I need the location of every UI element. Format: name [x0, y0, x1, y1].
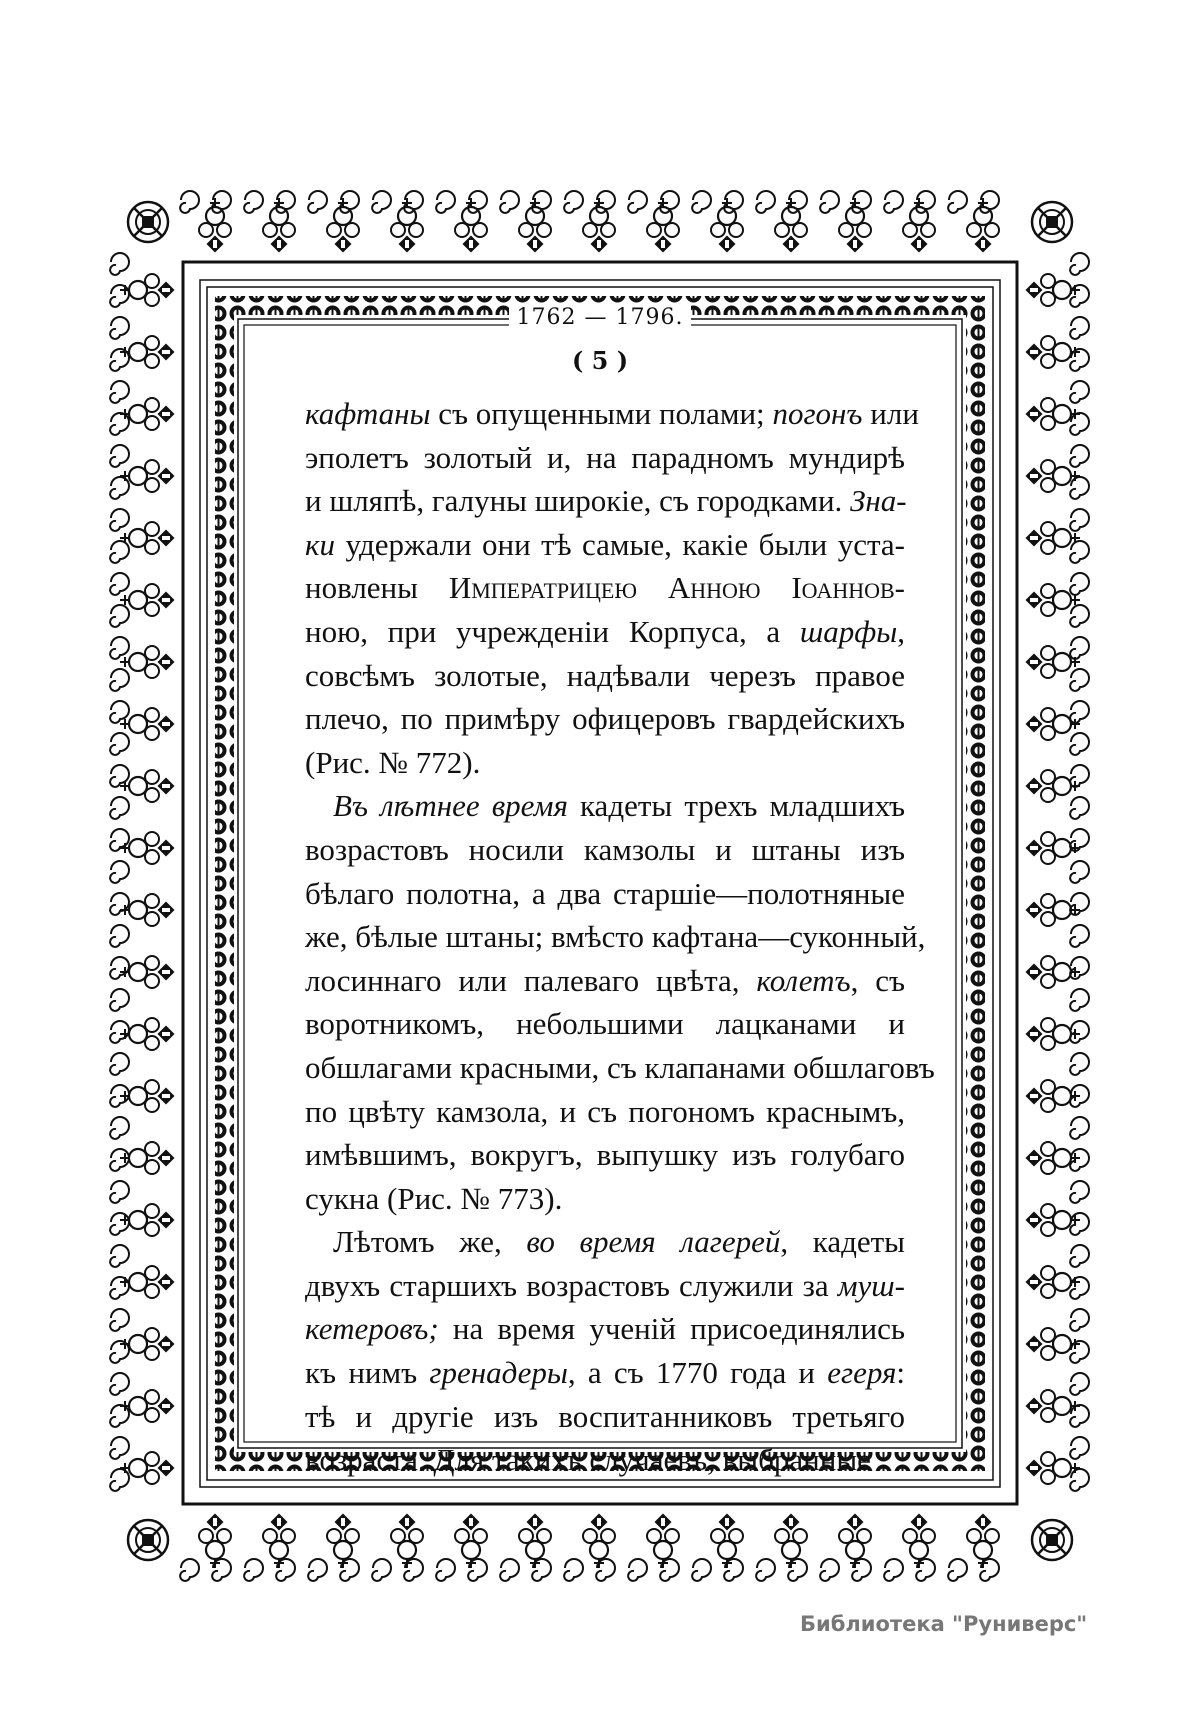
header-years: 1762 — 1796. — [509, 305, 692, 330]
ornament-spiral — [1070, 797, 1089, 819]
text-line: воротникомъ, небольшими лацканами и — [305, 1006, 905, 1042]
ornament-spiral — [276, 1559, 295, 1581]
page-number: ( 5 ) — [571, 346, 629, 375]
ornament-spiral — [1070, 1117, 1089, 1139]
ornament-spiral — [110, 989, 129, 1011]
ornament-spiral — [110, 1405, 129, 1427]
text-line: ною, при учрежденіи Корпуса, а шарфы, — [305, 613, 905, 649]
text-line: Лѣтомъ же, во время лагерей, кадеты — [333, 1224, 905, 1260]
ornament-spiral — [756, 191, 775, 213]
ornament-spiral — [110, 1149, 129, 1171]
ornament-spiral — [110, 477, 129, 499]
ornament-spiral — [1070, 413, 1089, 435]
text-line: ки удержали они тѣ самые, какіе были уста- — [305, 526, 905, 562]
ornament-motif — [839, 198, 871, 252]
text-line: возрастовъ носили камзолы и штаны изъ — [305, 831, 905, 867]
ornament-spiral — [308, 191, 327, 213]
ornament-spiral — [110, 733, 129, 755]
ornament-spiral — [110, 669, 129, 691]
ornament-spiral — [110, 1213, 129, 1235]
text-line: же, бѣлые штаны; вмѣсто кафтана—суконный, — [305, 919, 926, 955]
ornament-spiral — [110, 637, 129, 659]
ornament-motif — [519, 198, 551, 252]
ornament-spiral — [788, 1559, 807, 1581]
ornament-spiral — [110, 285, 129, 307]
text-line: сукна (Рис. № 773). — [305, 1180, 563, 1216]
ornament-spiral — [110, 605, 129, 627]
ornament-spiral — [1070, 1245, 1089, 1267]
ornament-spiral — [500, 191, 519, 213]
text-line: Въ лѣтнее время кадеты трехъ младшихъ — [333, 788, 905, 824]
ornament-spiral — [110, 509, 129, 531]
ornament-spiral — [468, 1559, 487, 1581]
ornament-spiral — [110, 381, 129, 403]
ornament-motif — [391, 198, 423, 252]
ornament-spiral — [110, 253, 129, 275]
text-line: новлены Императрицею Анною Іоаннов- — [305, 570, 906, 606]
ornament-spiral — [1070, 381, 1089, 403]
ornament-spiral — [756, 1559, 775, 1581]
ornament-spiral — [1070, 445, 1089, 467]
ornament-motif — [583, 198, 615, 252]
text-line: лосиннаго или палеваго цвѣта, колетъ, съ — [305, 962, 905, 998]
ornament-motif — [455, 198, 487, 252]
ornament-spiral — [1070, 541, 1089, 563]
text-line: плечо, по примѣру офицеровъ гвардейскихъ — [305, 701, 905, 737]
ornament-spiral — [1070, 765, 1089, 787]
ornament-spiral — [852, 1559, 871, 1581]
ornament-spiral — [110, 541, 129, 563]
running-header — [0, 305, 1200, 330]
ornament-spiral — [1070, 1181, 1089, 1203]
ornament-spiral — [1070, 1149, 1089, 1171]
ornament-spiral — [110, 797, 129, 819]
ornament-spiral — [628, 191, 647, 213]
ornament-spiral — [212, 1559, 231, 1581]
ornament-spiral — [916, 1559, 935, 1581]
ornament-spiral — [948, 191, 967, 213]
text-line: къ нимъ гренадеры, а съ 1770 года и егеря: — [305, 1355, 905, 1391]
ornament-motif — [775, 198, 807, 252]
ornament-spiral — [180, 191, 199, 213]
ornament-spiral — [372, 191, 391, 213]
ornament-spiral — [110, 1117, 129, 1139]
ornament-spiral — [1070, 509, 1089, 531]
ornament-spiral — [1070, 893, 1089, 915]
ornament-spiral — [564, 191, 583, 213]
ornament-spiral — [820, 191, 839, 213]
ornament-spiral — [1070, 925, 1089, 947]
ornament-motif — [711, 198, 743, 252]
ornament-spiral — [1070, 989, 1089, 1011]
ornament-spiral — [1070, 1021, 1089, 1043]
ornament-spiral — [1070, 253, 1089, 275]
ornament-spiral — [692, 191, 711, 213]
ornament-spiral — [1070, 1373, 1089, 1395]
ornament-spiral — [372, 1559, 391, 1581]
ornament-spiral — [1070, 637, 1089, 659]
ornament-spiral — [1070, 957, 1089, 979]
ornament-spiral — [1070, 861, 1089, 883]
text-line: (Рис. № 772). — [305, 744, 481, 780]
ornament-spiral — [1070, 669, 1089, 691]
ornament-spiral — [1070, 477, 1089, 499]
ornament-spiral — [110, 1181, 129, 1203]
ornament-spiral — [948, 1559, 967, 1581]
ornament-spiral — [110, 445, 129, 467]
text-line: кетеровъ; на время ученій присоединялись — [305, 1311, 905, 1347]
ornament-motif — [1026, 1080, 1080, 1112]
ornament-spiral — [1070, 573, 1089, 595]
ornament-motif — [903, 198, 935, 252]
ornament-spiral — [110, 893, 129, 915]
ornament-spiral — [980, 1559, 999, 1581]
ornament-spiral — [110, 1021, 129, 1043]
text-line: имѣвшимъ, вокругъ, выпушку изъ голубаго — [305, 1137, 905, 1173]
ornament-motif — [967, 198, 999, 252]
ornament-spiral — [110, 1245, 129, 1267]
ornament-spiral — [110, 1277, 129, 1299]
ornament-spiral — [884, 191, 903, 213]
body-text — [305, 392, 935, 1482]
text-line: обшлагами красными, съ клапанами обшлаговъ — [305, 1049, 935, 1085]
ornament-spiral — [820, 1559, 839, 1581]
ornament-spiral — [308, 1559, 327, 1581]
ornament-spiral — [1070, 733, 1089, 755]
ornament-spiral — [692, 1559, 711, 1581]
ornament-spiral — [1070, 1053, 1089, 1075]
ornament-spiral — [1070, 1405, 1089, 1427]
ornament-spiral — [110, 1437, 129, 1459]
text-line: эполетъ золотый и, на парадномъ мундирѣ — [305, 439, 905, 475]
text-line: и шляпѣ, галуны широкіе, съ городками. Зна- — [305, 483, 907, 519]
ornament-spiral — [660, 1559, 679, 1581]
ornament-spiral — [1070, 1309, 1089, 1331]
text-line: совсѣмъ золотые, надѣвали черезъ правое — [305, 657, 905, 693]
ornament-spiral — [110, 573, 129, 595]
ornament-spiral — [1070, 605, 1089, 627]
ornament-spiral — [110, 1309, 129, 1331]
ornament-spiral — [628, 1559, 647, 1581]
ornament-spiral — [244, 1559, 263, 1581]
ornament-spiral — [110, 1373, 129, 1395]
ornament-spiral — [110, 701, 129, 723]
text-line: двухъ старшихъ возрастовъ служили за муш- — [305, 1267, 905, 1303]
ornament-spiral — [110, 1053, 129, 1075]
ornament-spiral — [110, 925, 129, 947]
ornament-spiral — [110, 957, 129, 979]
ornament-spiral — [1070, 1277, 1089, 1299]
text-line: бѣлаго полотна, а два старшіе—полотняные — [305, 875, 905, 911]
text-line: кафтаны съ опущенными полами; погонъ или — [305, 396, 919, 431]
ornament-spiral — [110, 1469, 129, 1491]
ornament-spiral — [884, 1559, 903, 1581]
ornament-spiral — [564, 1559, 583, 1581]
ornament-spiral — [404, 1559, 423, 1581]
ornament-motif — [199, 198, 231, 252]
ornament-spiral — [1070, 285, 1089, 307]
ornament-motif — [1026, 708, 1080, 740]
ornament-spiral — [532, 1559, 551, 1581]
ornament-spiral — [1070, 1437, 1089, 1459]
ornament-spiral — [110, 765, 129, 787]
ornament-motif — [327, 198, 359, 252]
ornament-motif — [263, 198, 295, 252]
ornament-spiral — [500, 1559, 519, 1581]
ornament-spiral — [110, 1341, 129, 1363]
text-line: по цвѣту камзола, и съ погономъ краснымъ, — [305, 1093, 905, 1129]
ornament-spiral — [1070, 1213, 1089, 1235]
ornament-spiral — [1070, 701, 1089, 723]
text-line: тѣ и другіе изъ воспитанниковъ третьяго — [305, 1398, 905, 1434]
ornament-spiral — [340, 1559, 359, 1581]
ornament-spiral — [244, 191, 263, 213]
ornament-spiral — [110, 413, 129, 435]
ornament-spiral — [180, 1559, 199, 1581]
ornament-spiral — [436, 1559, 455, 1581]
ornament-spiral — [436, 191, 455, 213]
ornament-motif — [647, 198, 679, 252]
ornament-spiral — [724, 1559, 743, 1581]
ornament-spiral — [1070, 1469, 1089, 1491]
library-watermark: Библиотека "Руниверс" — [800, 1612, 1088, 1636]
ornament-spiral — [110, 861, 129, 883]
text-line: возраста. Для такихъ случаевъ, выбранные — [305, 1442, 871, 1478]
ornament-spiral — [596, 1559, 615, 1581]
